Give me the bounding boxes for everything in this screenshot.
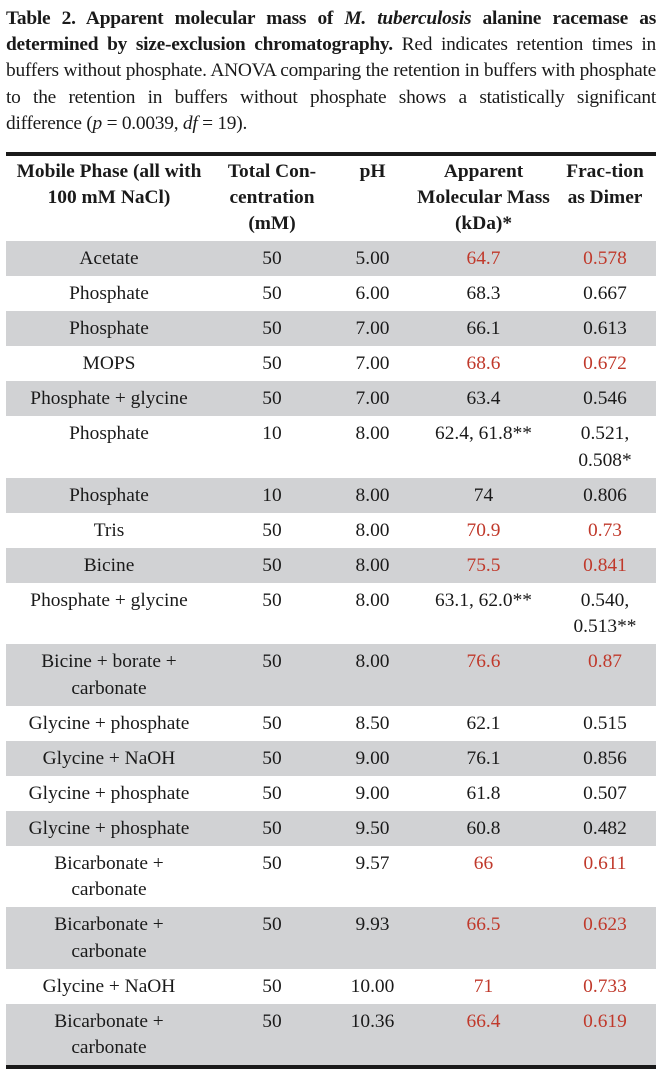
cell-ph: 6.00	[355, 283, 390, 304]
cell-fraction-dimer: 0.623	[554, 907, 656, 969]
cell-apparent-mass: 64.7	[413, 241, 554, 276]
table-row	[6, 381, 656, 416]
cell-concentration: 50	[262, 519, 282, 541]
cell-concentration: 10	[212, 478, 332, 513]
cell-mobile-phase: Bicine + borate + carbonate	[6, 644, 212, 706]
cell-mobile-phase: Phosphate	[6, 478, 212, 513]
cell-ph: 7.00	[355, 353, 390, 374]
table-row	[6, 1004, 656, 1066]
cell-concentration: 50	[212, 907, 332, 969]
table-row	[6, 846, 656, 908]
table-row	[6, 416, 656, 478]
caption-species: M. tuberculosis	[344, 8, 472, 29]
cell-ph: 9.93	[332, 907, 413, 969]
table-row	[6, 513, 656, 548]
cell-fraction-dimer: 0.482	[554, 811, 656, 846]
cell-concentration: 50	[212, 1004, 332, 1066]
cell-mobile-phase: Tris	[93, 519, 125, 541]
cell-mobile-phase: Phosphate	[69, 283, 149, 304]
header-mobile-phase: Mobile Phase (all with 100 mM NaCl)	[16, 161, 202, 208]
cell-fraction-dimer: 0.521, 0.508*	[578, 423, 632, 471]
table-row	[6, 583, 656, 645]
cell-fraction-dimer: 0.507	[583, 782, 627, 804]
header-ph: pH	[359, 161, 386, 182]
cell-mobile-phase: Bicine	[6, 548, 212, 583]
cell-apparent-mass: 71	[473, 975, 494, 997]
cell-apparent-mass: 60.8	[413, 811, 554, 846]
cell-concentration: 50	[262, 283, 282, 304]
caption-lead: Table 2. Apparent molecular mass of M. tuberculosis alanine racemase as determined by size-exclusion chromatography.	[6, 8, 656, 56]
table-row	[6, 241, 656, 276]
cell-concentration: 50	[212, 548, 332, 583]
cell-ph: 8.00	[355, 589, 390, 611]
cell-mobile-phase: Phosphate + glycine	[6, 381, 212, 416]
table-row	[6, 969, 656, 1004]
cell-fraction-dimer: 0.87	[554, 644, 656, 706]
cell-mobile-phase: Phosphate	[6, 311, 212, 346]
table-row	[6, 276, 656, 311]
cell-ph: 8.00	[332, 644, 413, 706]
cell-fraction-dimer: 0.672	[583, 353, 627, 374]
cell-ph: 8.00	[355, 423, 390, 444]
cell-ph: 8.00	[332, 478, 413, 513]
cell-ph: 5.00	[332, 241, 413, 276]
cell-mobile-phase: Glycine + NaOH	[6, 741, 212, 776]
cell-apparent-mass: 62.4, 61.8**	[435, 423, 532, 444]
cell-concentration: 50	[212, 241, 332, 276]
cell-apparent-mass: 70.9	[466, 519, 501, 541]
cell-fraction-dimer: 0.578	[554, 241, 656, 276]
cell-concentration: 10	[262, 423, 282, 444]
table-row	[6, 706, 656, 741]
cell-concentration: 50	[262, 852, 282, 874]
cell-ph: 9.57	[355, 852, 390, 874]
table-header	[6, 156, 656, 241]
cell-ph: 9.50	[332, 811, 413, 846]
table-row	[6, 478, 656, 513]
cell-mobile-phase: Glycine + NaOH	[42, 975, 176, 997]
cell-mobile-phase: Glycine + phosphate	[6, 811, 212, 846]
cell-mobile-phase: MOPS	[82, 353, 136, 374]
cell-apparent-mass: 68.3	[466, 283, 501, 304]
cell-apparent-mass: 62.1	[466, 712, 501, 734]
header-total-concentration: Total Con-centration (mM)	[227, 161, 317, 234]
cell-ph: 8.50	[355, 712, 390, 734]
table-row	[6, 741, 656, 776]
cell-mobile-phase: Glycine + phosphate	[28, 782, 190, 804]
cell-apparent-mass: 63.4	[413, 381, 554, 416]
cell-apparent-mass: 75.5	[413, 548, 554, 583]
cell-fraction-dimer: 0.619	[554, 1004, 656, 1066]
cell-ph: 10.00	[350, 975, 395, 997]
cell-concentration: 50	[212, 381, 332, 416]
cell-concentration: 50	[262, 782, 282, 804]
cell-fraction-dimer: 0.515	[583, 712, 627, 734]
table-bottom-rule	[6, 1065, 656, 1069]
cell-mobile-phase: Phosphate + glycine	[30, 589, 188, 611]
table-row	[6, 644, 656, 706]
table-row	[6, 346, 656, 381]
cell-fraction-dimer: 0.856	[554, 741, 656, 776]
table-row	[6, 311, 656, 346]
cell-ph: 8.00	[332, 548, 413, 583]
cell-concentration: 50	[212, 811, 332, 846]
cell-fraction-dimer: 0.540, 0.513**	[573, 589, 637, 637]
cell-fraction-dimer: 0.806	[554, 478, 656, 513]
table-row	[6, 907, 656, 969]
header-apparent-mass: Apparent Molecular Mass (kDa)*	[417, 161, 550, 234]
cell-mobile-phase: Acetate	[6, 241, 212, 276]
cell-apparent-mass: 61.8	[466, 782, 501, 804]
cell-concentration: 50	[212, 741, 332, 776]
cell-fraction-dimer: 0.613	[554, 311, 656, 346]
cell-apparent-mass: 74	[413, 478, 554, 513]
header-row	[6, 156, 656, 241]
cell-mobile-phase: Bicarbonate + carbonate	[6, 1004, 212, 1066]
cell-apparent-mass: 63.1, 62.0**	[435, 589, 532, 611]
cell-apparent-mass: 66.4	[413, 1004, 554, 1066]
cell-fraction-dimer: 0.841	[554, 548, 656, 583]
caption-body: Red indicates retention times in buffers without phosphate. ANOVA comparing the retention in buffers with phosphate to the retention in buffers without phosphate shows a statistically significant difference (	[6, 34, 657, 134]
cell-concentration: 50	[262, 712, 282, 734]
results-table	[6, 156, 656, 1065]
cell-ph: 9.00	[355, 782, 390, 804]
cell-ph: 7.00	[332, 311, 413, 346]
cell-ph: 9.00	[332, 741, 413, 776]
cell-concentration: 50	[212, 644, 332, 706]
cell-fraction-dimer: 0.611	[583, 852, 627, 874]
cell-apparent-mass: 68.6	[466, 353, 501, 374]
cell-concentration: 50	[262, 975, 282, 997]
cell-fraction-dimer: 0.733	[583, 975, 627, 997]
cell-apparent-mass: 66.1	[413, 311, 554, 346]
cell-fraction-dimer: 0.546	[554, 381, 656, 416]
cell-mobile-phase: Bicarbonate + carbonate	[54, 852, 164, 900]
cell-ph: 10.36	[332, 1004, 413, 1066]
table-caption: Table 2. Apparent molecular mass of M. tuberculosis alanine racemase as determined by size-exclusion chromatography. Red indicates retention times in buffers without phosphate. ANOVA comparing the retention in buffers with phosphate to the retention in buffers without phosphate shows a statistically significant difference (p = 0.0039, df = 19).	[6, 8, 657, 134]
table-row	[6, 811, 656, 846]
cell-ph: 8.00	[355, 519, 390, 541]
cell-ph: 7.00	[332, 381, 413, 416]
cell-concentration: 50	[212, 311, 332, 346]
table-row	[6, 548, 656, 583]
cell-apparent-mass: 76.6	[413, 644, 554, 706]
cell-apparent-mass: 66	[473, 852, 494, 874]
cell-fraction-dimer: 0.73	[588, 519, 622, 541]
cell-mobile-phase: Phosphate	[69, 423, 149, 444]
header-fraction-dimer: Frac-tion as Dimer	[566, 161, 644, 208]
cell-apparent-mass: 66.5	[413, 907, 554, 969]
cell-fraction-dimer: 0.667	[583, 283, 627, 304]
cell-concentration: 50	[262, 353, 282, 374]
cell-concentration: 50	[262, 589, 282, 611]
table-body	[6, 241, 656, 1065]
cell-mobile-phase: Bicarbonate + carbonate	[6, 907, 212, 969]
table-row	[6, 776, 656, 811]
cell-apparent-mass: 76.1	[413, 741, 554, 776]
cell-mobile-phase: Glycine + phosphate	[28, 712, 190, 734]
